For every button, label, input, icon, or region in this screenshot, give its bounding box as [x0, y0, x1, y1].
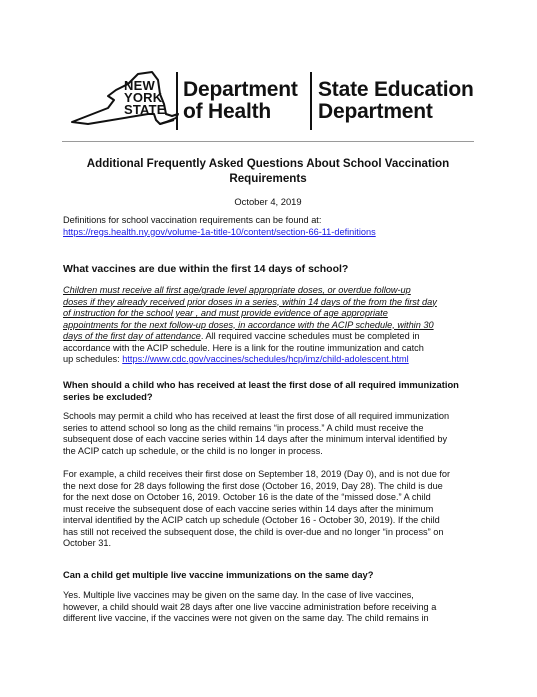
question-heading-exclusion [63, 379, 483, 402]
answer-line: Children must receive all first age/grade level appropriate doses, or overdue follow-up [63, 285, 411, 295]
nys-logo-york: YORK [124, 90, 163, 105]
paragraph-line: different live vaccine, if the vaccines were not given on the same day. The child remains in [63, 613, 429, 623]
paragraph-line: Schools may permit a child who has received at least the first dose of all required immunization [63, 411, 450, 421]
answer-line: appointments for the next follow-up doses, in accordance with the ACIP schedule, within 30 [63, 319, 434, 330]
nys-logo-new: NEW [124, 78, 155, 93]
department-divider [310, 72, 312, 130]
nys-logo-state: STATE [124, 102, 166, 117]
answer-line: of instruction for the school year , and must provide evidence of age appropriate [63, 308, 388, 318]
answer-14-days [63, 285, 483, 366]
paragraph-line: the ACIP catch up schedule, or the child is no longer in process. [63, 445, 323, 456]
header-rule [62, 141, 474, 142]
paragraph-line: For example, a child receives their first dose on September 18, 2019 (Day 0), and is not due for [63, 469, 451, 479]
exclusion-paragraph-1 [63, 411, 483, 457]
answer-line-underlined-end: days of the first day of attendance [63, 331, 201, 341]
title-line1: Additional Frequently Asked Questions About School Vaccination [86, 157, 450, 170]
paragraph-line: has still not received the subsequent dose, the child is over-due and no longer “in process” on [63, 526, 444, 537]
answer-line-rest: . All required vaccine schedules must be completed in [200, 331, 420, 341]
paragraph-line: subsequent dose of each vaccine series within 14 days after the minimum interval identified by [63, 434, 448, 444]
sed-title-line2: Department [318, 100, 433, 123]
heading-line: When should a child who has received at least the first dose of all required immunization [63, 379, 459, 390]
document-date: October 4, 2019 [234, 196, 302, 207]
definitions-paragraph [63, 215, 483, 238]
paragraph-line: series to attend school so long as the child remains “in process.” A child must receive the [63, 422, 424, 433]
document-title [62, 156, 474, 186]
paragraph-line: must receive the subsequent dose of each vaccine series within 14 days after the minimum [63, 503, 434, 514]
answer-line: doses if they already received prior doses in a series, within 14 days of the from the first day [63, 296, 437, 307]
title-line2: Requirements [229, 172, 307, 185]
logo-divider [176, 72, 178, 130]
question-heading-live-vaccines: Can a child get multiple live vaccine immunizations on the same day? [63, 569, 374, 580]
definitions-link[interactable]: https://regs.health.ny.gov/volume-1a-title-10/content/section-66-11-definitions [63, 226, 376, 237]
exclusion-paragraph-2 [63, 469, 483, 550]
paragraph-line: Yes. Multiple live vaccines may be given on the same day. In the case of live vaccines, [63, 590, 414, 600]
definitions-text: Definitions for school vaccination requirements can be found at: [63, 215, 322, 225]
doh-title-line1: Department [183, 78, 298, 101]
schedules-prefix: up schedules: [63, 354, 123, 364]
sed-title-line1: State Education [318, 78, 474, 101]
live-vaccines-paragraph [63, 590, 483, 625]
question-heading-14-days: What vaccines are due within the first 14 days of school? [63, 263, 349, 275]
answer-line: accordance with the ACIP schedule. Here is a link for the routine immunization and catch [63, 342, 424, 353]
paragraph-line: October 31. [63, 538, 112, 548]
cdc-schedules-link[interactable]: https://www.cdc.gov/vaccines/schedules/hcp/imz/child-adolescent.html [122, 354, 409, 364]
paragraph-line: interval identified by the ACIP catch up schedule (October 16 - October 30, 2019). If the child [63, 515, 440, 525]
heading-line: series be excluded? [63, 390, 153, 402]
paragraph-line: however, a child should wait 28 days after one live vaccine administration before receiving a [63, 601, 437, 612]
doh-title-line2: of Health [183, 100, 272, 123]
letterhead [62, 64, 474, 144]
paragraph-line: for the next dose on October 16, 2019. October 16 is the date of the “missed dose.” A child [63, 492, 431, 502]
paragraph-line: the next dose for 28 days following the first dose (October 16, 2019, Day 28). The child is due [63, 480, 443, 491]
